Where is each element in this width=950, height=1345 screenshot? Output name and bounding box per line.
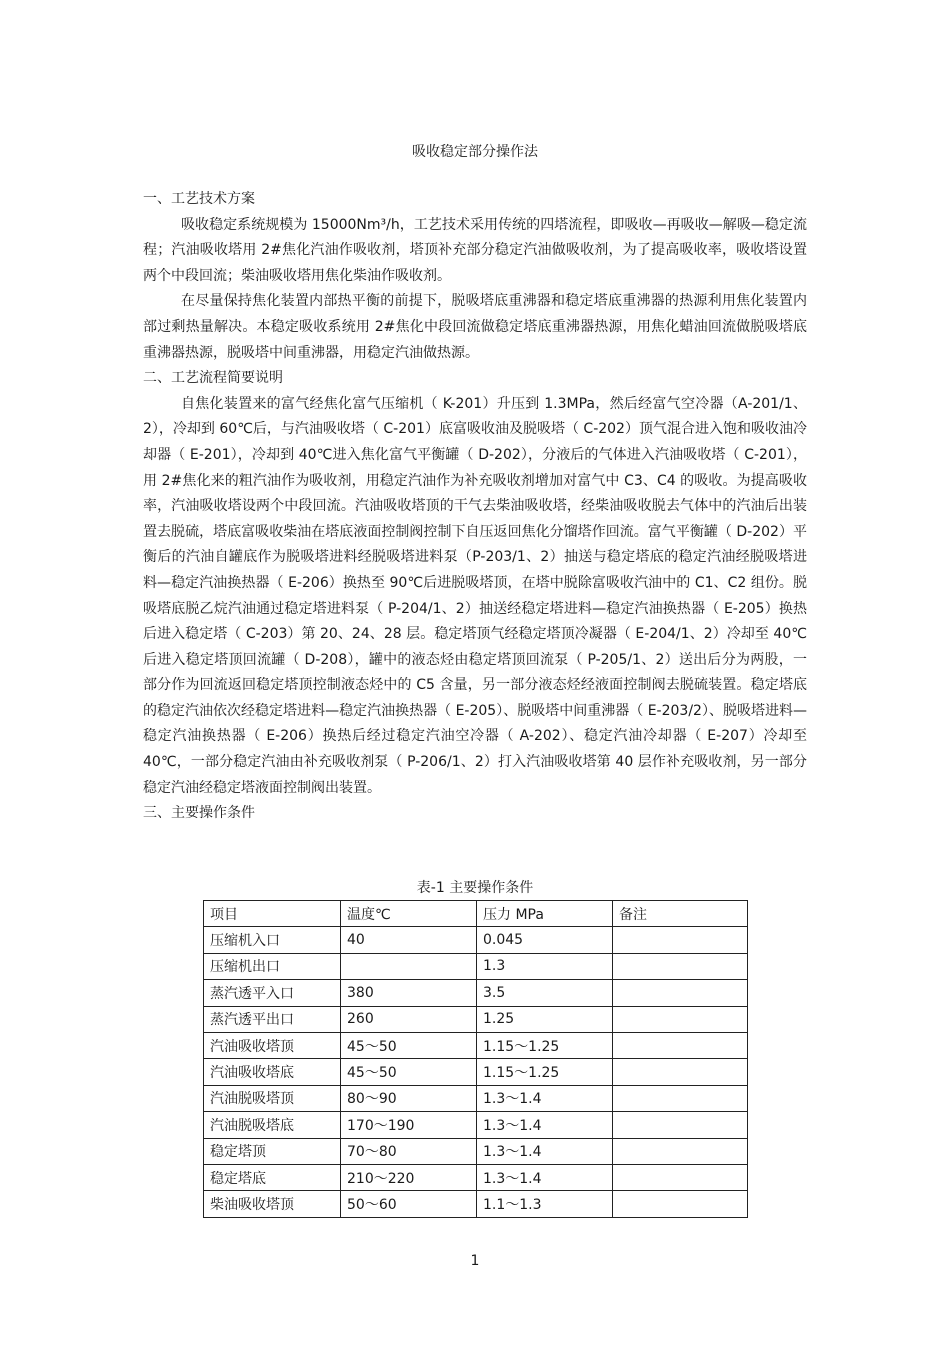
table-cell bbox=[613, 953, 748, 979]
table-cell: 汽油脱吸塔底 bbox=[204, 1112, 341, 1138]
table-cell: 压缩机入口 bbox=[204, 927, 341, 953]
table-row bbox=[204, 1059, 748, 1085]
table-cell bbox=[613, 1085, 748, 1111]
table-cell: 蒸汽透平入口 bbox=[204, 980, 341, 1006]
table-row bbox=[204, 953, 748, 979]
column-header-item: 项目 bbox=[204, 901, 341, 927]
column-header-pressure: 压力 MPa bbox=[477, 901, 613, 927]
table-cell: 柴油吸收塔顶 bbox=[204, 1191, 341, 1217]
table-cell: 蒸汽透平出口 bbox=[204, 1006, 341, 1032]
table-row bbox=[204, 1164, 748, 1190]
table-cell: 1.3 bbox=[477, 953, 613, 979]
table-cell: 80～90 bbox=[341, 1085, 477, 1111]
table-header-row bbox=[204, 901, 748, 927]
section-2-paragraph: 自焦化装置来的富气经焦化富气压缩机（ K-201）升压到 1.3MPa，然后经富气空冷器（A-201/1、2），冷却到 60℃后，与汽油吸收塔（ C-201）底富吸收油及脱吸塔（ C-202）顶气混合进入饱和吸收油冷却器（ E-201），冷却到 40℃进入焦化富气平衡罐（ D-202），分液后的气体进入汽油吸收塔（ C-201），用 2#焦化来的粗汽油作为吸收剂，用稳定汽油作为补充吸收剂增加对富气中 C3、C4 的吸收。为提高吸收率，汽油吸收塔设两个中段回流。汽油吸收塔顶的干气去柴油吸收塔，经柴油吸收脱去气体中的汽油后出装置去脱硫，塔底富吸收柴油在塔底液面控制阀控制下自压返回焦化分馏塔作回流。富气平衡罐（ D-202）平衡后的汽油自罐底作为脱吸塔进料经脱吸塔进料泵（P-203/1、2）抽送与稳定塔底的稳定汽油经脱吸塔进料—稳定汽油换热器（ E-206）换热至 90℃后进脱吸塔顶，在塔中脱除富吸收汽油中的 C1、C2 组份。脱吸塔底脱乙烷汽油通过稳定塔进料泵（ P-204/1、2）抽送经稳定塔进料—稳定汽油换热器（ E-205）换热后进入稳定塔（ C-203）第 20、24、28 层。稳定塔顶气经稳定塔顶冷凝器（ E-204/1、2）冷却至 40℃后进入稳定塔顶回流罐（ D-208），罐中的液态烃由稳定塔顶回流泵（ P-205/1、2）送出后分为两股，一部分作为回流返回稳定塔顶控制液态烃中的 C5 含量，另一部分液态烃经液面控制阀去脱硫装置。稳定塔底的稳定汽油依次经稳定塔进料—稳定汽油换热器（ E-205）、脱吸塔中间重沸器（ E-203/2）、脱吸塔进料—稳定汽油换热器（ E-206）换热后经过稳定汽油空冷器（ A-202）、稳定汽油冷却器（ E-207）冷却至 40℃，一部分稳定汽油由补充吸收剂泵（ P-206/1、2）打入汽油吸收塔第 40 层作补充吸收剂，另一部分稳定汽油经稳定塔液面控制阀出装置。 bbox=[143, 395, 807, 796]
table-cell: 1.3～1.4 bbox=[477, 1085, 613, 1111]
table-cell bbox=[613, 927, 748, 953]
table-cell bbox=[613, 1059, 748, 1085]
table-cell: 40 bbox=[341, 927, 477, 953]
operating-conditions-table bbox=[203, 900, 748, 1218]
table-cell: 45～50 bbox=[341, 1059, 477, 1085]
table-cell bbox=[613, 1006, 748, 1032]
section-3-heading: 三、主要操作条件 bbox=[143, 805, 255, 822]
table-cell: 稳定塔底 bbox=[204, 1164, 341, 1190]
table-cell bbox=[613, 1164, 748, 1190]
table-row bbox=[204, 1006, 748, 1032]
table-cell bbox=[613, 980, 748, 1006]
table-cell: 稳定塔顶 bbox=[204, 1138, 341, 1164]
table-cell: 210～220 bbox=[341, 1164, 477, 1190]
table-cell: 1.15～1.25 bbox=[477, 1032, 613, 1058]
table-cell: 170～190 bbox=[341, 1112, 477, 1138]
table-cell: 1.3～1.4 bbox=[477, 1138, 613, 1164]
table-cell bbox=[613, 1032, 748, 1058]
table-cell: 0.045 bbox=[477, 927, 613, 953]
table-row bbox=[204, 1032, 748, 1058]
section-1-paragraph-1: 吸收稳定系统规模为 15000Nm³/h，工艺技术采用传统的四塔流程，即吸收—再吸收—解吸—稳定流程；汽油吸收塔用 2#焦化汽油作吸收剂，塔顶补充部分稳定汽油做吸收剂，为了提高吸收率，吸收塔设置两个中段回流；柴油吸收塔用焦化柴油作吸收剂。 bbox=[143, 216, 807, 284]
table-cell: 260 bbox=[341, 1006, 477, 1032]
page-number: 1 bbox=[470, 1253, 480, 1269]
table-row bbox=[204, 1191, 748, 1217]
table-cell: 70～80 bbox=[341, 1138, 477, 1164]
table-row bbox=[204, 1138, 748, 1164]
table-cell: 1.15～1.25 bbox=[477, 1059, 613, 1085]
table-cell: 45～50 bbox=[341, 1032, 477, 1058]
table-cell bbox=[613, 1191, 748, 1217]
table-caption: 表-1 主要操作条件 bbox=[416, 880, 534, 896]
section-1-heading: 一、工艺技术方案 bbox=[143, 191, 255, 207]
section-2-heading: 二、工艺流程简要说明 bbox=[143, 370, 283, 387]
table-row bbox=[204, 1085, 748, 1111]
table-cell: 1.1～1.3 bbox=[477, 1191, 613, 1217]
table-cell: 汽油脱吸塔顶 bbox=[204, 1085, 341, 1111]
table-cell: 汽油吸收塔底 bbox=[204, 1059, 341, 1085]
table-cell bbox=[613, 1138, 748, 1164]
table-cell bbox=[613, 1112, 748, 1138]
table-row bbox=[204, 1112, 748, 1138]
table-cell: 3.5 bbox=[477, 980, 613, 1006]
table-cell bbox=[341, 953, 477, 979]
section-1-paragraph-2: 在尽量保持焦化装置内部热平衡的前提下，脱吸塔底重沸器和稳定塔底重沸器的热源利用焦化装置内部过剩热量解决。本稳定吸收系统用 2#焦化中段回流做稳定塔底重沸器热源，用焦化蜡油回流做脱吸塔底重沸器热源，脱吸塔中间重沸器，用稳定汽油做热源。 bbox=[143, 293, 807, 361]
table-cell: 汽油吸收塔顶 bbox=[204, 1032, 341, 1058]
table-cell: 1.3～1.4 bbox=[477, 1164, 613, 1190]
document-body bbox=[143, 187, 807, 827]
column-header-remarks: 备注 bbox=[613, 901, 748, 927]
document-title: 吸收稳定部分操作法 bbox=[412, 144, 538, 160]
table-cell: 压缩机出口 bbox=[204, 953, 341, 979]
table-row bbox=[204, 927, 748, 953]
table-row bbox=[204, 980, 748, 1006]
column-header-temperature: 温度℃ bbox=[341, 901, 477, 927]
table-cell: 380 bbox=[341, 980, 477, 1006]
table-cell: 1.3～1.4 bbox=[477, 1112, 613, 1138]
table-cell: 50～60 bbox=[341, 1191, 477, 1217]
table-cell: 1.25 bbox=[477, 1006, 613, 1032]
